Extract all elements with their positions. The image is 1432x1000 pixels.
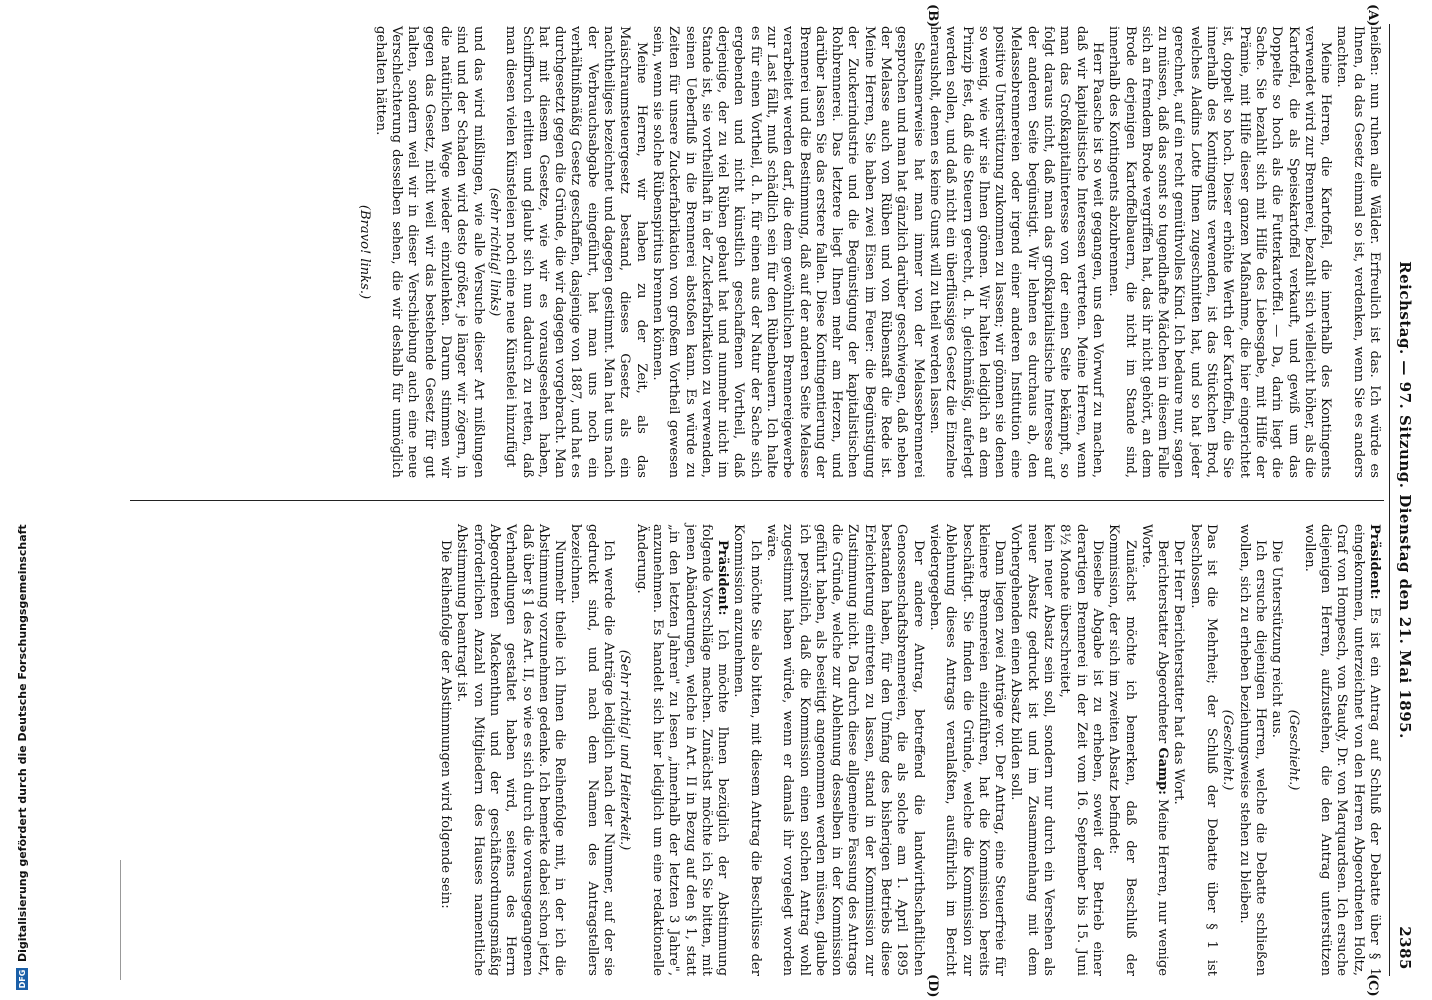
page-number: 2385 — [1396, 926, 1414, 970]
margin-marker-a: (A) — [1365, 4, 1380, 27]
footer-rule — [120, 860, 121, 980]
paragraph: (sehr richtig! links) — [486, 187, 502, 317]
paragraph: kein neuer Absatz sein soll, sondern nur durch ein Versehen als neuer Absatz gedruckt ist und im Zusammenhang mit dem Vorhergehenden einen Absatz bilden soll. — [1008, 524, 1057, 976]
right-column — [438, 524, 1382, 977]
paragraph: (Sehr richtig! und Heiterkeit.) — [617, 649, 633, 851]
paragraph: (Geschieht.) — [1220, 709, 1236, 791]
paragraph: Der andere Antrag, betreffend die landwirthschaftlichen Genossenschaftsbrennereien, die als solche am 1. April 1895 bestanden haben, für den Umfang des bisherigen Betriebs diese Erleichterung eintreten zu lassen, stand in der Kommission zur Zustimmung nicht. Da durch diese allgemeine Fassung des Antrags die Gründe, welche zur Ablehnung desselben in der Kommission geführt haben, als beseitigt angenommen werden müssen, glaube ich persönlich, daß die Kommission einen solchen Antrag wohl zugestimmt haben würde, wenn er damals ihr vorgelegt worden wäre. — [764, 524, 926, 976]
footer-text: Digitalisierung gefördert durch die Deutsche Forschungsgemeinschaft — [15, 524, 29, 962]
margin-marker-b: (B) — [925, 4, 940, 28]
paragraph: Nunmehr theile ich Ihnen die Reihenfolge mit, in der ich die Abstimmung vorzunehmen gedenke. Ich bemerke dabei schon jetzt, daß über § 1 des Art. II, so wie es sich durch die vorausgegangenen Verhandlungen gestaltet haben wird, seitens des Herrn Abgeordneten Mackenthun und der geschäftsordnungsmäßig erforderlichen Anzahl von Mitgliedern des Hauses namentliche Abstimmung beantragt ist. — [454, 524, 568, 976]
paragraph: Ich möchte Sie also bitten, mit diesem Antrag die Beschlüsse der Kommission anzunehmen. — [731, 524, 763, 976]
margin-marker-d: (D) — [925, 974, 940, 998]
margin-marker-c: (C) — [1365, 974, 1380, 997]
running-title: Reichstag. — 97. Sitzung. Dienstag den 21. Mai 1895. — [1396, 261, 1414, 739]
paragraph: heißen: nun ruhen alle Wälder. Erfreulich ist das. Ich würde es Ihnen, da das Gesetz einmal so ist, verdenken, wenn Sie es anders machten. — [1334, 26, 1382, 478]
paragraph: Präsident: Es ist ein Antrag auf Schluß der Debatte über § 1 eingekommen, unterzeichnet von den Herren Abgeordneten Holtz, Graf von Hompesch, von Staudy, Dr. von Marquardsen. Ich ersuche diejenigen Herren, aufzustehen, die den Antrag unterstützen wollen. — [1301, 524, 1382, 976]
paragraph: Dann liegen zwei Anträge vor. Der Antrag, eine Steuerfreie für kleinere Brennereien einzuführen, hat die Kommission bereits beschäftigt. Sie finden die Gründe, welche die Kommission zur Ablehnung dieses Antrags veranlaßten, ausführlich im Bericht wiedergegeben. — [926, 524, 1008, 976]
left-column — [356, 26, 1382, 478]
paragraph: (Geschieht.) — [1285, 709, 1301, 791]
paragraph: Seltsamerweise hat man immer von der Melassebrennerei gesprochen und man hat gänzlich darüber geschwiegen, daß neben der Melasse auch von Rüben und von Rübensaft die Rede ist. Meine Herren, Sie haben zwei Eisen im Feuer: die Begünstigung der Zuckerindustrie und die Begünstigung der kapitalistischen Rohbrennerei. Das letztere liegt Ihnen mehr am Herzen, und darüber lassen Sie das erstere fallen. Diese Kontingentierung der Brennerei und die Bestimmung, daß auf der anderen Seite Melasse verarbeitet werden darf, die dem gewöhnlichen Brennereigewerbe zur Last fällt, muß schädlich sein für den Rübenbauern. Ich halte es für einen Vortheil, d. h. für einen aus der Natur der Sache sich ergebenden und nicht künstlich geschaffenen Vortheil, daß derjenige, der zu viel Rüben gebaut hat und nunmehr nicht im Stande ist, sie vortheilhaft in der Zuckerfabrikation zu verwenden, seinen Ueberfluß in die Brennerei abstoßen kann. Es würde zu Zeiten für unsere Zuckerfabrikation von großem Vortheil gewesen sein, wenn sie solche Rübenspiritus brennen können. — [649, 26, 926, 478]
paragraph: Ich werde die Anträge lediglich nach der Nummer, auf der sie gedruckt sind, und nach dem Namen des Antragstellers bezeichnen. — [568, 524, 617, 976]
paragraph: Der Herr Berichterstatter hat das Wort. — [1171, 540, 1187, 805]
paragraph: Ich ersuche diejenigen Herren, welche die Debatte schließen wollen, sich zu erheben beziehungsweise stehen zu bleiben. — [1236, 524, 1268, 976]
paragraph: Das ist die Mehrheit; der Schluß der Debatte über § 1 ist beschlossen. — [1187, 524, 1220, 976]
paragraph: Dieselbe Abgabe ist zu erheben, soweit der Betrieb einer derartigen Brennerei in der Zeit vom 16. September bis 15. Juni 8½ Monate überschreitet, — [1057, 524, 1105, 976]
paragraph: Meine Herren, die Kartoffel, die innerhalb des Kontingents verwendet wird zur Brennerei, bezahlt sich vielleicht höher, als die Kartoffel, die als Speisekartoffel verkauft, und gewiß um das Doppelte so hoch als die Futterkartoffel. — Da, darin liegt die Sache. Sie bezahlt sich mit Hilfe des Liebesgabe, mit Hilfe der Prämie, mit Hilfe dieser ganzen Maßnahme, die hier eingerichtet ist, doppelt so hoch. Dieser erhöhte Werth der Kartoffeln, die Sie innerhalb des Kontingents verwenden, ist das Stückchen Brod, welches Aladins Lotte Ihnen zugeschnitten hat, und so hat jeder gerechnet, auf ein recht gemüthvolles Kind. Ich bedaure nur, sagen zu müssen, daß das sonst so tugendhafte Mädchen in diesem Falle sich an fremdem Brode vergriffen hat, das ihr nicht gehört, an dem Brode derjenigen Kartoffelbauern, die nicht im Stande sind, innerhalb des Kontingents abzubrennen. — [1106, 26, 1334, 478]
paragraph: und das wird mißlingen, wie alle Versuche dieser Art mißlungen sind und der Schaden wird desto größer, je länger wir zögern, in die natürlichen Wege wieder einzulenken. Darum stimmen wir gegen das Gesetz, nicht weil wir das bestehende Gesetz für gut halten, sondern weil wir in dieser Verschiebung auch eine neue Verschlechterung desselben sehen, die wir deshalb für unmöglich gehalten hätten. — [372, 26, 486, 478]
paragraph: Meine Herren, wir haben zu der Zeit, als das Maischraumsteuergesetz bestand, dieses Gesetz als ein nachtheiliges bezeichnet und dagegen gestimmt. Man hat uns nach der Verbrauchsabgabe eingeführt, hat man uns noch ein verhältnißmäßig Gesetz geschaffen, dasjenige von 1887, und hat es durchgesetzt gegen die Gründe, die wir dagegen vorgebracht. Man hat mit diesem Gesetze, wie wir es vorausgesehen haben, Schiffbruch erlitten und glaubt sich nun dadurch zu retten, daß man diesen vielen Künsteleien noch eine neue Künstelei hinzufügt — [503, 26, 649, 478]
dfg-logo-icon: DFG — [17, 969, 27, 989]
digitization-footer — [14, 0, 30, 1000]
page-header — [1388, 30, 1414, 970]
paragraph: Die Reihenfolge der Abstimmungen wird folgende sein: — [438, 540, 454, 909]
paragraph: Berichterstatter Abgeordneter Gamp: Meine Herren, nur wenige Worte. — [1138, 524, 1171, 977]
paragraph: Zunächst möchte ich bemerken, daß der Beschluß der Kommission, der sich im zweiten Absatz befindet: — [1106, 524, 1138, 976]
paragraph: (Bravo! links.) — [356, 204, 372, 300]
document-page — [90, 0, 1420, 1000]
paragraph: Präsident: Ich möchte Ihnen bezüglich der Abstimmung folgende Vorschläge machen. Zunächst möchte ich Sie bitten, mit jenen Abänderungen, welche in Art. II in Bezug auf den § 1, statt „in den letzten Jahren" zu lesen „innerhalb der letzten 3 Jahre", anzunehmen. Es handelt sich hier lediglich um eine redaktionelle Änderung. — [633, 524, 731, 976]
column-divider — [130, 500, 1384, 501]
header-rule — [1389, 24, 1390, 976]
paragraph: Herr Paasche ist so weit gegangen, uns den Vorwurf zu machen, daß wir kapitalistische Interessen vertreten. Meine Herren, wenn man das Großkapitalinteresse von der einen Seite bekämpft, so folgt daraus nicht, daß man das großkapitalistische Interesse auf der anderen Seite begünstigt. Wir lehnen es durchaus ab, den Melassebrennereien oder irgend einer anderen Institution eine positive Unterstützung zukommen zu lassen; wir gönnen sie denen so wenig, wie wir sie Ihnen gönnen. Wir halten lediglich an dem Prinzip fest, daß die Steuern gerecht, d. h. gleichmäßig, auferlegt werden sollen, und daß nicht ein überflüssiges Gesetz die Einzelne herausholt, denen es keine Gunst will zu theil werden lassen. — [926, 26, 1105, 478]
paragraph: Die Unterstützung reicht aus. — [1269, 540, 1285, 738]
